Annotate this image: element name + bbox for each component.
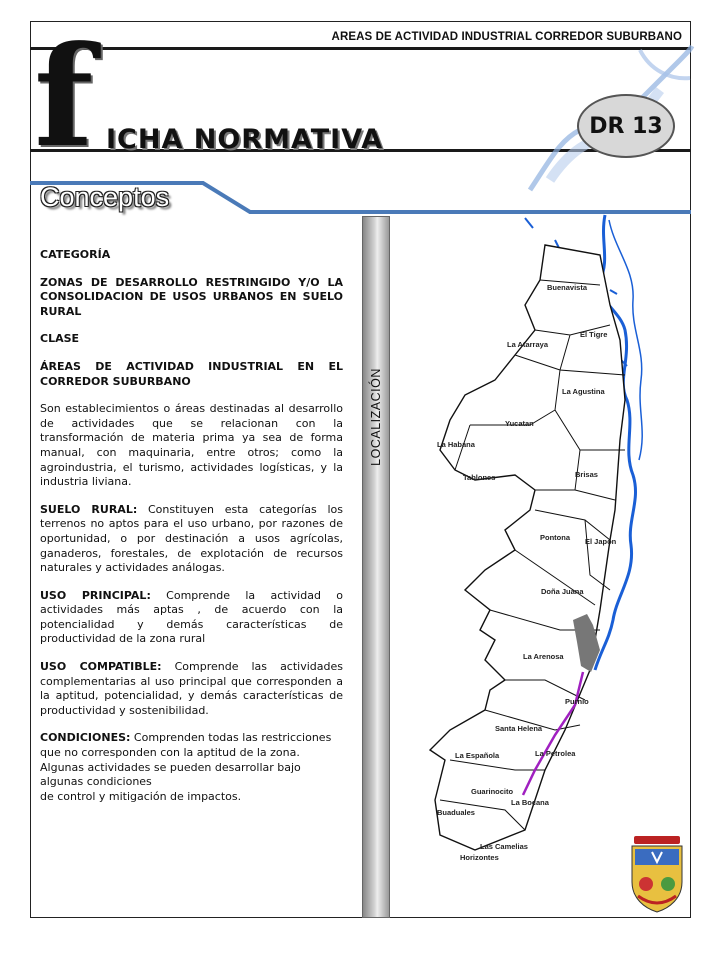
map-label-4: Yucatan (505, 419, 534, 428)
map-label-14: La Española (455, 751, 500, 760)
uso-compatible-text: Comprende las actividades complementarias al uso principal que corresponden a la aptitud, potencialidad, y demás características de productividad y sostenibilidad. (40, 660, 343, 717)
side-label: LOCALIZACIÓN (369, 368, 383, 466)
map-label-7: Brisas (575, 470, 598, 479)
map-label-9: El Japon (585, 537, 617, 546)
logo-letter: f (34, 15, 94, 178)
map-label-12: Purnio (565, 697, 589, 706)
suelo-rural-label: SUELO RURAL: (40, 502, 138, 516)
suelo-rural-text: Constituyen esta categorías los terrenos no aptos para el uso urbano, por razones de oportunidad, o por destinación a usos agrícolas, ganaderos, forestales, de explotación de recursos naturales y actividades análogas. (40, 502, 343, 575)
uso-principal-label: USO PRINCIPAL: (40, 588, 151, 602)
condiciones-text-2: de control y mitigación de impactos. (40, 789, 242, 803)
map-label-16: Guarinocito (471, 787, 514, 796)
map-label-8: Pontona (540, 533, 570, 542)
map-label-11: La Arenosa (523, 652, 564, 661)
clase-label: CLASE (40, 332, 80, 346)
map-label-2: La Atarraya (507, 340, 548, 349)
clase-value: ÁREAS DE ACTIVIDAD INDUSTRIAL EN EL CORREDOR SUBURBANO (40, 359, 343, 388)
uso-principal-text: Comprende la actividad o actividades más aptas , de acuerdo con la potencialidad y demás características de productividad de la zona rural (40, 588, 343, 646)
map-label-0: Buenavista (547, 283, 588, 292)
condiciones-text: Comprenden todas las restricciones que no corresponden con la aptitud de la zona. Algunas actividades se pueden desarrollar bajo algunas condiciones (40, 731, 332, 789)
uso-principal-paragraph (40, 589, 343, 647)
section-title: Conceptos (40, 182, 170, 212)
map-label-18: Buaduales (437, 808, 475, 817)
municipal-crest-icon (626, 832, 688, 916)
map-label-19: Las Camelias (480, 842, 528, 851)
categoria-value: ZONAS DE DESARROLLO RESTRINGIDO Y/O LA CONSOLIDACION DE USOS URBANOS EN SUELO RURAL (40, 275, 343, 318)
side-label-wrap (362, 216, 390, 918)
uso-compatible-paragraph (40, 660, 343, 718)
map-label-15: La Petrolea (535, 749, 576, 758)
map-label-3: La Agustina (562, 387, 605, 396)
map-label-5: La Habana (437, 440, 475, 449)
condiciones-label: CONDICIONES: (40, 731, 131, 745)
header-title: AREAS DE ACTIVIDAD INDUSTRIAL CORREDOR SUBURBANO (331, 31, 682, 43)
map-label-13: Santa Helena (495, 724, 543, 733)
suelo-rural-paragraph (40, 503, 343, 576)
location-map (395, 210, 691, 860)
map-label-10: Doña Juana (541, 587, 584, 596)
map-label-1: El Tigre (580, 330, 608, 339)
uso-compatible-label: USO COMPATIBLE: (40, 660, 162, 674)
concepts-text (40, 248, 343, 804)
logo-word: ICHA NORMATIVA (106, 124, 384, 155)
map-label-17: La Bocana (511, 798, 549, 807)
categoria-label: CATEGORÍA (40, 248, 111, 261)
descripcion: Son establecimientos o áreas destinadas al desarrollo de actividades que se relacionan con la transformación de materia prima ya sea de forma manual, con maquinaria, entre otros; como la agroindustria, el turismo, actividades logísticas, y la industria liviana. (40, 402, 343, 489)
map-label-20: Horizontes (460, 853, 499, 860)
condiciones-paragraph (40, 731, 343, 804)
map-label-6: Tablones (463, 473, 496, 482)
zone-code-badge: DR 13 (577, 94, 675, 158)
